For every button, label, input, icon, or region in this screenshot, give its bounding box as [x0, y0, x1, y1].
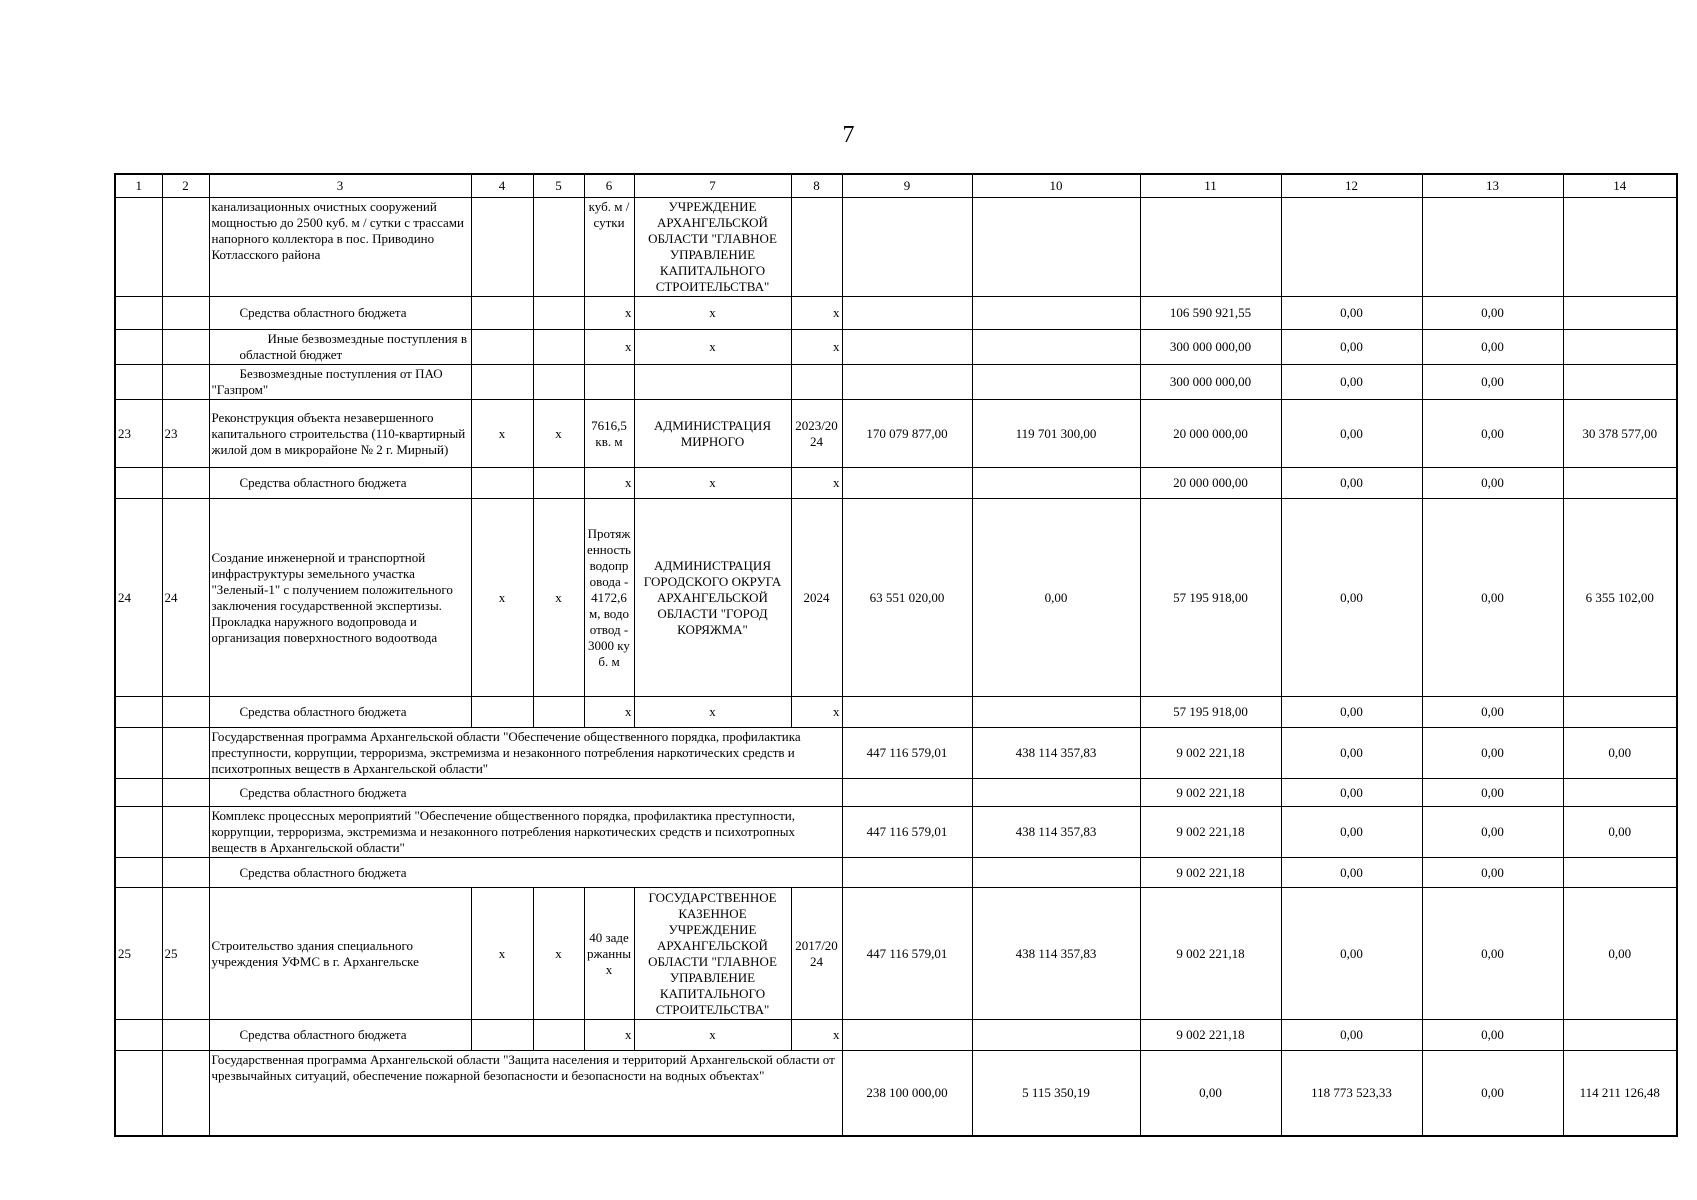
- capacity-cell: 40 задержанных: [584, 888, 634, 1020]
- table-row: [115, 499, 1677, 697]
- amount-cell: 9 002 221,18: [1140, 858, 1281, 888]
- placeholder-x: х: [533, 400, 584, 468]
- column-header: 2: [162, 174, 209, 198]
- table-row: [115, 1051, 1677, 1136]
- funding-source: Средства областного бюджета: [209, 858, 842, 888]
- placeholder-x: х: [584, 468, 634, 499]
- customer-cell: УЧРЕЖДЕНИЕ АРХАНГЕЛЬСКОЙ ОБЛАСТИ "ГЛАВНОЕ УПРАВЛЕНИЕ КАПИТАЛЬНОГО СТРОИТЕЛЬСТВА": [634, 198, 791, 297]
- table-row: [115, 400, 1677, 468]
- column-header: 4: [471, 174, 533, 198]
- page-number: 7: [842, 122, 855, 148]
- amount-cell: 114 211 126,48: [1563, 1051, 1677, 1136]
- period-cell: 2024: [791, 499, 842, 697]
- budget-table: [114, 173, 1678, 1137]
- amount-cell: 0,00: [1422, 858, 1563, 888]
- amount-cell: 0,00: [1281, 330, 1422, 365]
- placeholder-x: х: [791, 697, 842, 728]
- amount-cell: 0,00: [1281, 365, 1422, 400]
- placeholder-x: х: [634, 697, 791, 728]
- amount-cell: 57 195 918,00: [1140, 697, 1281, 728]
- capacity-cell: 7616,5 кв. м: [584, 400, 634, 468]
- placeholder-x: х: [791, 330, 842, 365]
- table-row: [115, 365, 1677, 400]
- amount-cell: 0,00: [1422, 1051, 1563, 1136]
- amount-cell: 0,00: [1281, 297, 1422, 330]
- placeholder-x: х: [791, 297, 842, 330]
- amount-cell: 0,00: [1281, 728, 1422, 779]
- program-title: Комплекс процессных мероприятий "Обеспечение общественного порядка, профилактика преступности, коррупции, терроризма, экстремизма и незаконного потребления наркотических средств и психотропных веществ в Архангельской области": [209, 807, 842, 858]
- amount-cell: 438 114 357,83: [972, 728, 1140, 779]
- row-number: 25: [162, 888, 209, 1020]
- funding-source: Средства областного бюджета: [209, 697, 471, 728]
- amount-cell: 106 590 921,55: [1140, 297, 1281, 330]
- row-number: 23: [115, 400, 162, 468]
- column-header: 5: [533, 174, 584, 198]
- amount-cell: 0,00: [1281, 888, 1422, 1020]
- amount-cell: 0,00: [1422, 330, 1563, 365]
- amount-cell: 0,00: [1422, 499, 1563, 697]
- customer-cell: АДМИНИСТРАЦИЯ МИРНОГО: [634, 400, 791, 468]
- funding-source: Средства областного бюджета: [209, 779, 842, 807]
- amount-cell: 20 000 000,00: [1140, 468, 1281, 499]
- placeholder-x: х: [584, 330, 634, 365]
- column-header: 3: [209, 174, 471, 198]
- funding-source: Средства областного бюджета: [209, 468, 471, 499]
- amount-cell: 0,00: [1281, 468, 1422, 499]
- amount-cell: 30 378 577,00: [1563, 400, 1677, 468]
- amount-cell: 9 002 221,18: [1140, 728, 1281, 779]
- amount-cell: 119 701 300,00: [972, 400, 1140, 468]
- placeholder-x: х: [634, 468, 791, 499]
- item-description: канализационных очистных сооружений мощностью до 2500 куб. м / сутки с трассами напорного коллектора в пос. Приводино Котласского района: [209, 198, 471, 297]
- placeholder-x: х: [471, 888, 533, 1020]
- header-row: [115, 174, 1677, 198]
- period-cell: 2023/2024: [791, 400, 842, 468]
- program-title: Государственная программа Архангельской области "Защита населения и территорий Архангельской области от чрезвычайных ситуаций, обеспечение пожарной безопасности и безопасности на водных объектах": [209, 1051, 842, 1136]
- amount-cell: 0,00: [1281, 1020, 1422, 1051]
- amount-cell: 447 116 579,01: [842, 888, 972, 1020]
- amount-cell: 0,00: [1422, 888, 1563, 1020]
- amount-cell: 447 116 579,01: [842, 807, 972, 858]
- column-header: 10: [972, 174, 1140, 198]
- column-header: 1: [115, 174, 162, 198]
- column-header: 11: [1140, 174, 1281, 198]
- table-row: [115, 468, 1677, 499]
- placeholder-x: х: [533, 499, 584, 697]
- capacity-cell: Протяженность водопровода - 4172,6 м, водоотвод - 3000 куб. м: [584, 499, 634, 697]
- amount-cell: 438 114 357,83: [972, 807, 1140, 858]
- column-header: 7: [634, 174, 791, 198]
- amount-cell: 9 002 221,18: [1140, 779, 1281, 807]
- placeholder-x: х: [584, 297, 634, 330]
- table-row: [115, 728, 1677, 779]
- column-header: 8: [791, 174, 842, 198]
- item-description: Создание инженерной и транспортной инфраструктуры земельного участка "Зеленый-1" с получением положительного заключения государственной экспертизы. Прокладка наружного водопровода и организация поверхностного водоотвода: [209, 499, 471, 697]
- amount-cell: 118 773 523,33: [1281, 1051, 1422, 1136]
- row-number: 24: [115, 499, 162, 697]
- amount-cell: 0,00: [1422, 365, 1563, 400]
- amount-cell: 0,00: [1422, 697, 1563, 728]
- amount-cell: 0,00: [1563, 807, 1677, 858]
- amount-cell: 0,00: [1281, 697, 1422, 728]
- item-description: Реконструкция объекта незавершенного капитального строительства (110-квартирный жилой дом в микрорайоне № 2 г. Мирный): [209, 400, 471, 468]
- row-number: 25: [115, 888, 162, 1020]
- table-row: [115, 697, 1677, 728]
- table-row: [115, 1020, 1677, 1051]
- funding-source: Средства областного бюджета: [209, 1020, 471, 1051]
- placeholder-x: х: [533, 888, 584, 1020]
- amount-cell: 170 079 877,00: [842, 400, 972, 468]
- table-row: [115, 858, 1677, 888]
- amount-cell: 0,00: [1281, 499, 1422, 697]
- amount-cell: 9 002 221,18: [1140, 1020, 1281, 1051]
- amount-cell: 6 355 102,00: [1563, 499, 1677, 697]
- column-header: 14: [1563, 174, 1677, 198]
- table-row: [115, 198, 1677, 297]
- table-row: [115, 297, 1677, 330]
- placeholder-x: х: [791, 468, 842, 499]
- amount-cell: 0,00: [972, 499, 1140, 697]
- amount-cell: 0,00: [1422, 779, 1563, 807]
- placeholder-x: х: [791, 1020, 842, 1051]
- period-cell: 2017/2024: [791, 888, 842, 1020]
- table-row: [115, 807, 1677, 858]
- funding-source: Иные безвозмездные поступления в областной бюджет: [209, 330, 471, 365]
- amount-cell: 57 195 918,00: [1140, 499, 1281, 697]
- program-title: Государственная программа Архангельской области "Обеспечение общественного порядка, профилактика преступности, коррупции, терроризма, экстремизма и незаконного потребления наркотических средств и психотропных веществ в Архангельской области": [209, 728, 842, 779]
- placeholder-x: х: [584, 1020, 634, 1051]
- amount-cell: 300 000 000,00: [1140, 330, 1281, 365]
- amount-cell: 0,00: [1422, 468, 1563, 499]
- amount-cell: 0,00: [1422, 1020, 1563, 1051]
- amount-cell: 0,00: [1563, 888, 1677, 1020]
- amount-cell: 63 551 020,00: [842, 499, 972, 697]
- column-header: 6: [584, 174, 634, 198]
- capacity-cell: куб. м / сутки: [584, 198, 634, 297]
- amount-cell: 0,00: [1281, 779, 1422, 807]
- funding-source: Безвозмездные поступления от ПАО "Газпром": [209, 365, 471, 400]
- item-description: Строительство здания специального учреждения УФМС в г. Архангельске: [209, 888, 471, 1020]
- placeholder-x: х: [634, 330, 791, 365]
- placeholder-x: х: [471, 499, 533, 697]
- amount-cell: 9 002 221,18: [1140, 888, 1281, 1020]
- funding-source: Средства областного бюджета: [209, 297, 471, 330]
- table-row: [115, 888, 1677, 1020]
- amount-cell: 20 000 000,00: [1140, 400, 1281, 468]
- table-row: [115, 330, 1677, 365]
- row-number: 23: [162, 400, 209, 468]
- amount-cell: 0,00: [1281, 807, 1422, 858]
- amount-cell: 0,00: [1281, 858, 1422, 888]
- amount-cell: 5 115 350,19: [972, 1051, 1140, 1136]
- column-header: 9: [842, 174, 972, 198]
- amount-cell: 0,00: [1422, 807, 1563, 858]
- amount-cell: 0,00: [1422, 297, 1563, 330]
- amount-cell: 300 000 000,00: [1140, 365, 1281, 400]
- placeholder-x: х: [634, 1020, 791, 1051]
- amount-cell: 238 100 000,00: [842, 1051, 972, 1136]
- customer-cell: АДМИНИСТРАЦИЯ ГОРОДСКОГО ОКРУГА АРХАНГЕЛЬСКОЙ ОБЛАСТИ "ГОРОД КОРЯЖМА": [634, 499, 791, 697]
- amount-cell: 447 116 579,01: [842, 728, 972, 779]
- row-number: 24: [162, 499, 209, 697]
- table-row: [115, 779, 1677, 807]
- column-header: 13: [1422, 174, 1563, 198]
- placeholder-x: х: [471, 400, 533, 468]
- amount-cell: 0,00: [1422, 728, 1563, 779]
- placeholder-x: х: [584, 697, 634, 728]
- placeholder-x: х: [634, 297, 791, 330]
- amount-cell: 0,00: [1140, 1051, 1281, 1136]
- amount-cell: 0,00: [1563, 728, 1677, 779]
- amount-cell: 0,00: [1422, 400, 1563, 468]
- column-header: 12: [1281, 174, 1422, 198]
- amount-cell: 438 114 357,83: [972, 888, 1140, 1020]
- amount-cell: 9 002 221,18: [1140, 807, 1281, 858]
- customer-cell: ГОСУДАРСТВЕННОЕ КАЗЕННОЕ УЧРЕЖДЕНИЕ АРХАНГЕЛЬСКОЙ ОБЛАСТИ "ГЛАВНОЕ УПРАВЛЕНИЕ КАПИТАЛЬНОГО СТРОИТЕЛЬСТВА": [634, 888, 791, 1020]
- amount-cell: 0,00: [1281, 400, 1422, 468]
